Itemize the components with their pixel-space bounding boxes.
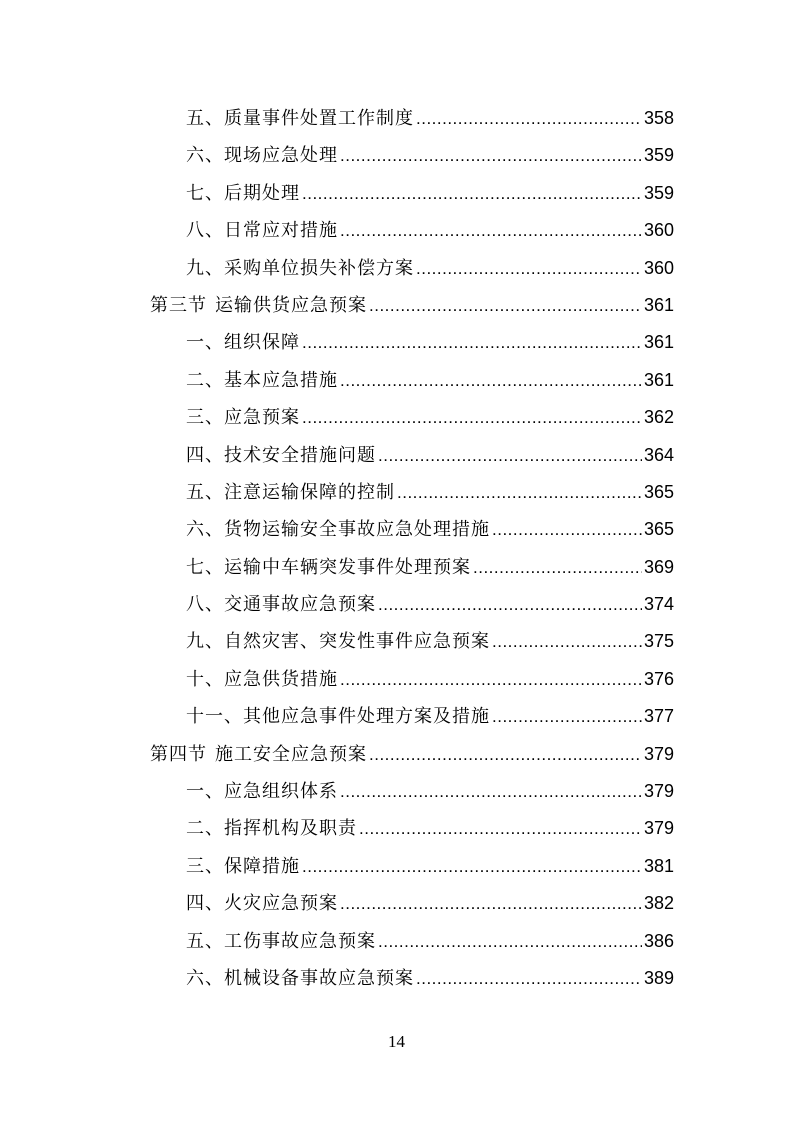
toc-entry[interactable] [150,885,674,922]
toc-section-number: 第三节 [150,294,207,316]
toc-entry-title: 五、质量事件处置工作制度 [186,107,414,129]
toc-section-number: 第四节 [150,743,207,765]
toc-entry-page: 361 [643,332,674,353]
toc-entry-page: 362 [643,407,674,428]
toc-entry[interactable] [150,250,674,287]
toc-entry-page: 365 [643,519,674,540]
toc-entry[interactable] [150,848,674,885]
toc-entry-title: 五、注意运输保障的控制 [186,481,395,503]
toc-leader-dots [416,960,642,997]
toc-section-name: 运输供货应急预案 [215,294,367,316]
toc-leader-dots [302,848,642,885]
toc-entry[interactable] [150,137,674,174]
toc-entry-page: 360 [643,220,674,241]
toc-entry-page: 386 [643,930,674,951]
toc-entry-title: 五、工伤事故应急预案 [186,930,376,952]
toc-entry[interactable] [150,623,674,660]
toc-leader-dots [359,810,642,847]
toc-leader-dots [369,736,642,773]
toc-entry-title: 四、火灾应急预案 [186,893,338,915]
table-of-contents [150,100,674,997]
toc-entry-title: 七、后期处理 [186,182,300,204]
toc-entry-page: 358 [643,107,674,128]
toc-leader-dots [302,399,642,436]
toc-entry-title: 六、现场应急处理 [186,145,338,167]
toc-entry[interactable] [150,175,674,212]
toc-leader-dots [492,511,642,548]
toc-entry-title: 一、应急组织体系 [186,781,338,803]
toc-leader-dots [416,250,642,287]
toc-entry-title: 一、组织保障 [186,332,300,354]
toc-entry[interactable] [150,511,674,548]
toc-entry-page: 376 [643,668,674,689]
toc-entry-page: 379 [643,781,674,802]
toc-leader-dots [340,212,642,249]
toc-entry-page: 375 [643,631,674,652]
toc-entry-title: 九、采购单位损失补偿方案 [186,257,414,279]
toc-leader-dots [378,586,642,623]
toc-entry-page: 369 [643,556,674,577]
toc-leader-dots [378,923,642,960]
toc-entry-title: 八、日常应对措施 [186,220,338,242]
toc-entry[interactable] [150,324,674,361]
toc-entry-page: 379 [643,818,674,839]
toc-entry[interactable] [150,698,674,735]
toc-entry-title: 二、指挥机构及职责 [186,818,357,840]
toc-leader-dots [340,773,642,810]
toc-entry[interactable] [150,586,674,623]
toc-leader-dots [340,137,642,174]
toc-section-entry[interactable] [150,736,674,773]
toc-entry-page: 359 [643,145,674,166]
toc-entry-page: 374 [643,594,674,615]
toc-entry-title: 八、交通事故应急预案 [186,594,376,616]
toc-entry-title: 十一、其他应急事件处理方案及措施 [186,706,490,728]
toc-entry[interactable] [150,960,674,997]
toc-leader-dots [378,437,642,474]
toc-leader-dots [473,549,642,586]
toc-entry-page: 364 [643,444,674,465]
toc-entry[interactable] [150,549,674,586]
toc-entry[interactable] [150,474,674,511]
toc-entry-title: 七、运输中车辆突发事件处理预案 [186,556,471,578]
toc-leader-dots [340,661,642,698]
toc-entry-page: 360 [643,257,674,278]
toc-entry-title: 六、机械设备事故应急预案 [186,967,414,989]
toc-leader-dots [492,698,642,735]
toc-leader-dots [302,324,642,361]
toc-leader-dots [340,362,642,399]
toc-entry-title: 六、货物运输安全事故应急处理措施 [186,519,490,541]
toc-entry-title: 十、应急供货措施 [186,668,338,690]
toc-entry-page: 365 [643,481,674,502]
toc-entry-title: 九、自然灾害、突发性事件应急预案 [186,631,490,653]
toc-entry[interactable] [150,212,674,249]
toc-entry[interactable] [150,362,674,399]
toc-leader-dots [302,175,642,212]
toc-leader-dots [492,623,642,660]
toc-entry-page: 382 [643,893,674,914]
page-number: 14 [388,1032,405,1051]
toc-section-name: 施工安全应急预案 [215,743,367,765]
toc-entry-title: 二、基本应急措施 [186,369,338,391]
toc-entry-title: 四、技术安全措施问题 [186,444,376,466]
toc-entry[interactable] [150,810,674,847]
toc-entry-page: 359 [643,182,674,203]
toc-entry-page: 377 [643,706,674,727]
toc-section-title [150,287,367,324]
toc-entry-page: 361 [643,369,674,390]
toc-entry[interactable] [150,773,674,810]
toc-entry[interactable] [150,661,674,698]
toc-entry-page: 379 [643,743,674,764]
toc-entry[interactable] [150,399,674,436]
toc-leader-dots [397,474,642,511]
toc-entry[interactable] [150,437,674,474]
toc-leader-dots [369,287,642,324]
toc-entry-title: 三、应急预案 [186,407,300,429]
toc-section-entry[interactable] [150,287,674,324]
toc-section-title [150,736,367,773]
toc-entry[interactable] [150,100,674,137]
toc-entry-title: 三、保障措施 [186,855,300,877]
toc-leader-dots [340,885,642,922]
toc-entry-page: 361 [643,294,674,315]
toc-leader-dots [416,100,642,137]
toc-entry-page: 389 [643,967,674,988]
toc-entry-page: 381 [643,855,674,876]
toc-entry[interactable] [150,923,674,960]
